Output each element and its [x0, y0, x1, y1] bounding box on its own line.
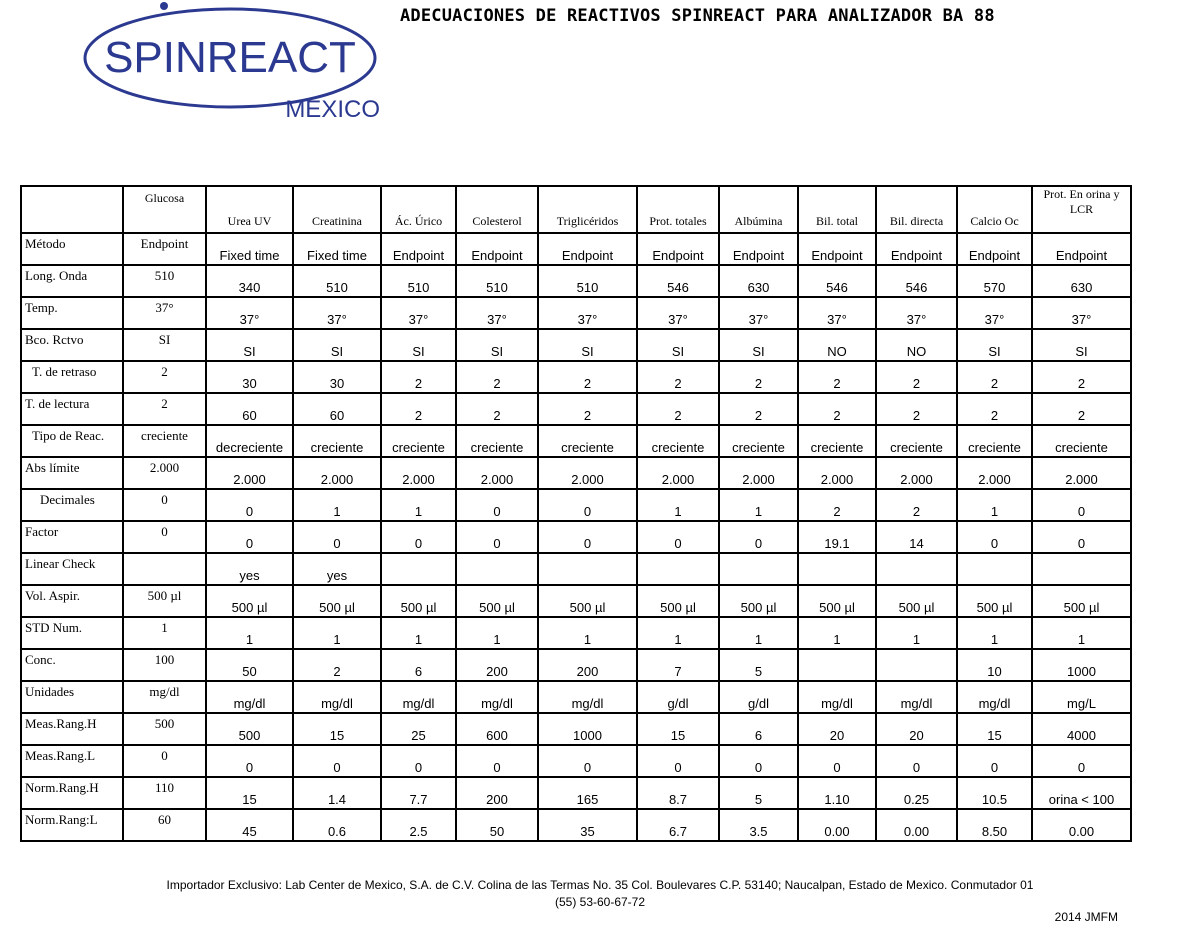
table-cell: 0 [957, 521, 1032, 553]
table-cell: SI [719, 329, 798, 361]
table-cell: 2 [957, 361, 1032, 393]
table-cell: 2 [876, 393, 957, 425]
table-cell: 546 [798, 265, 876, 297]
table-cell: g/dl [637, 681, 719, 713]
table-cell: 500 µl [123, 585, 206, 617]
table-cell: 45 [206, 809, 293, 841]
table-cell: Endpoint [456, 233, 538, 265]
table-cell: 200 [538, 649, 637, 681]
table-row [21, 745, 1131, 777]
table-row [21, 489, 1131, 521]
spinreact-logo-graphic [80, 0, 390, 125]
table-cell: 25 [381, 713, 456, 745]
table-cell [637, 553, 719, 585]
table-cell: 200 [456, 649, 538, 681]
table-cell: 1 [637, 617, 719, 649]
row-label: Método [21, 233, 123, 265]
table-cell: 60 [206, 393, 293, 425]
table-cell: 0 [876, 745, 957, 777]
table-cell [1032, 553, 1131, 585]
table-cell: 2 [123, 393, 206, 425]
table-cell: 3.5 [719, 809, 798, 841]
table-cell: 1 [293, 617, 381, 649]
table-cell: 2 [719, 393, 798, 425]
table-cell: SI [293, 329, 381, 361]
table-cell: 37° [293, 297, 381, 329]
table-cell: 5 [719, 777, 798, 809]
table-cell: Endpoint [957, 233, 1032, 265]
table-cell [538, 553, 637, 585]
table-cell: creciente [381, 425, 456, 457]
table-cell: mg/dl [123, 681, 206, 713]
table-cell: 2 [1032, 393, 1131, 425]
table-cell [798, 553, 876, 585]
table-cell: 50 [206, 649, 293, 681]
table-cell: 100 [123, 649, 206, 681]
table-cell: creciente [876, 425, 957, 457]
column-header: Colesterol [456, 186, 538, 233]
table-cell: 500 µl [381, 585, 456, 617]
table-cell: 10.5 [957, 777, 1032, 809]
table-cell: 0 [123, 521, 206, 553]
table-cell [876, 649, 957, 681]
table-cell: 15 [206, 777, 293, 809]
row-label: STD Num. [21, 617, 123, 649]
table-cell: 6 [381, 649, 456, 681]
table-cell: mg/dl [456, 681, 538, 713]
table-cell: 1 [719, 489, 798, 521]
table-cell: 7 [637, 649, 719, 681]
table-cell: 5 [719, 649, 798, 681]
table-cell: 1 [456, 617, 538, 649]
table-cell: 0 [293, 521, 381, 553]
table-cell: 0.00 [798, 809, 876, 841]
table-row [21, 713, 1131, 745]
table-cell: 2 [798, 489, 876, 521]
table-row [21, 617, 1131, 649]
row-label: Abs límite [21, 457, 123, 489]
footer-line-1: Importador Exclusivo: Lab Center de Mexico, S.A. de C.V. Colina de las Termas No. 35 Col. Boulevares C.P. 53140; Naucalpan, Estado de Mexico. Conmutador 01 [166, 878, 1034, 892]
table-cell: 2 [456, 393, 538, 425]
table-cell: 510 [123, 265, 206, 297]
table-row [21, 329, 1131, 361]
table-cell: mg/dl [381, 681, 456, 713]
table-cell: 0 [637, 745, 719, 777]
table-cell: 1000 [538, 713, 637, 745]
table-cell: 500 µl [538, 585, 637, 617]
table-cell: 2 [1032, 361, 1131, 393]
table-cell: 1 [957, 489, 1032, 521]
table-cell: 500 µl [456, 585, 538, 617]
table-cell: g/dl [719, 681, 798, 713]
table-cell: 30 [293, 361, 381, 393]
table-cell: 1 [538, 617, 637, 649]
table-row [21, 681, 1131, 713]
row-label: Temp. [21, 297, 123, 329]
table-cell: 60 [293, 393, 381, 425]
footer-signature: 2014 JMFM [1054, 910, 1118, 924]
table-cell: 2 [957, 393, 1032, 425]
table-cell: 0 [538, 489, 637, 521]
table-cell: 0 [719, 521, 798, 553]
table-cell: 2.000 [637, 457, 719, 489]
table-cell: SI [1032, 329, 1131, 361]
table-cell: 500 µl [637, 585, 719, 617]
table-cell: 35 [538, 809, 637, 841]
footer-importer-info [60, 877, 1140, 911]
table-cell: 37° [206, 297, 293, 329]
table-cell: decreciente [206, 425, 293, 457]
column-header: Glucosa [123, 186, 206, 233]
table-cell: 2 [876, 489, 957, 521]
table-cell: 8.7 [637, 777, 719, 809]
table-cell: 2.000 [957, 457, 1032, 489]
table-cell: 0.00 [1032, 809, 1131, 841]
table-cell: orina < 100 [1032, 777, 1131, 809]
table-cell: Endpoint [876, 233, 957, 265]
table-cell: 500 [123, 713, 206, 745]
table-cell: creciente [293, 425, 381, 457]
table-cell: mg/dl [957, 681, 1032, 713]
table-cell: 0 [123, 489, 206, 521]
table-cell: 1 [206, 617, 293, 649]
table-cell: mg/dl [798, 681, 876, 713]
table-cell: 510 [293, 265, 381, 297]
table-cell: 510 [381, 265, 456, 297]
table-cell: 340 [206, 265, 293, 297]
table-cell: SI [957, 329, 1032, 361]
table-cell: creciente [957, 425, 1032, 457]
row-label: T. de retraso [21, 361, 123, 393]
table-cell: Endpoint [798, 233, 876, 265]
table-cell: yes [293, 553, 381, 585]
table-cell: 630 [1032, 265, 1131, 297]
table-cell: SI [206, 329, 293, 361]
table-cell: 2 [876, 361, 957, 393]
row-label: Norm.Rang.H [21, 777, 123, 809]
table-cell: 2 [637, 393, 719, 425]
table-cell: 2.000 [206, 457, 293, 489]
table-cell: 1.10 [798, 777, 876, 809]
table-cell: 1 [381, 617, 456, 649]
column-header: Triglicéridos [538, 186, 637, 233]
table-row [21, 297, 1131, 329]
table-cell [381, 553, 456, 585]
table-cell: 15 [293, 713, 381, 745]
column-header: Urea UV [206, 186, 293, 233]
table-cell [957, 553, 1032, 585]
table-cell: 0 [1032, 521, 1131, 553]
table-cell: 15 [957, 713, 1032, 745]
table-cell: 2 [719, 361, 798, 393]
row-label: Conc. [21, 649, 123, 681]
table-cell [456, 553, 538, 585]
table-cell: Fixed time [206, 233, 293, 265]
table-cell: SI [456, 329, 538, 361]
table-cell: 1 [123, 617, 206, 649]
table-cell: 37° [123, 297, 206, 329]
table-cell: 500 µl [206, 585, 293, 617]
table-cell: 0 [637, 521, 719, 553]
table-cell: 60 [123, 809, 206, 841]
table-cell: 0 [206, 745, 293, 777]
table-cell: 2.000 [538, 457, 637, 489]
table-cell: 600 [456, 713, 538, 745]
column-header: Prot. totales [637, 186, 719, 233]
table-cell: 2 [293, 649, 381, 681]
table-cell: 37° [538, 297, 637, 329]
table-cell: 510 [538, 265, 637, 297]
table-cell: creciente [719, 425, 798, 457]
logo-region-text: MEXICO [285, 96, 380, 123]
table-cell: 2 [381, 361, 456, 393]
spinreact-logo [80, 0, 390, 125]
row-label: Unidades [21, 681, 123, 713]
table-cell: 37° [1032, 297, 1131, 329]
table-cell: SI [538, 329, 637, 361]
table-cell: 500 µl [293, 585, 381, 617]
table-cell: creciente [798, 425, 876, 457]
table-cell: 2 [798, 361, 876, 393]
table-cell: 2.000 [1032, 457, 1131, 489]
table-cell: 37° [381, 297, 456, 329]
table-cell: 1 [719, 617, 798, 649]
table-cell: 1 [381, 489, 456, 521]
table-cell: 0 [456, 521, 538, 553]
table-cell: 2.000 [381, 457, 456, 489]
table-cell: 546 [637, 265, 719, 297]
table-cell: 110 [123, 777, 206, 809]
table-cell: 37° [637, 297, 719, 329]
table-cell: 2 [798, 393, 876, 425]
table-cell: 1 [957, 617, 1032, 649]
table-cell: Endpoint [637, 233, 719, 265]
table-cell: 37° [876, 297, 957, 329]
table-cell: creciente [538, 425, 637, 457]
table-cell: Endpoint [719, 233, 798, 265]
table-cell: 6 [719, 713, 798, 745]
column-header: Albúmina [719, 186, 798, 233]
table-cell: 2 [538, 393, 637, 425]
table-cell: 2.000 [123, 457, 206, 489]
table-cell: 1 [798, 617, 876, 649]
table-cell: 630 [719, 265, 798, 297]
footer-line-2: (55) 53-60-67-72 [554, 895, 646, 909]
table-cell: yes [206, 553, 293, 585]
table-cell: 500 [206, 713, 293, 745]
table-cell: 20 [798, 713, 876, 745]
table-row [21, 233, 1131, 265]
row-label: Long. Onda [21, 265, 123, 297]
row-label: Vol. Aspir. [21, 585, 123, 617]
table-row [21, 777, 1131, 809]
table-cell: 37° [719, 297, 798, 329]
table-cell: 500 µl [719, 585, 798, 617]
table-cell: 6.7 [637, 809, 719, 841]
table-cell: 200 [456, 777, 538, 809]
table-cell: 1 [876, 617, 957, 649]
table-cell: 0 [456, 489, 538, 521]
table-cell: NO [798, 329, 876, 361]
table-cell: 2 [538, 361, 637, 393]
table-cell [123, 553, 206, 585]
table-cell: 165 [538, 777, 637, 809]
column-header: Ác. Úrico [381, 186, 456, 233]
table-cell: mg/L [1032, 681, 1131, 713]
table-cell: 0 [381, 521, 456, 553]
table-cell: 0 [538, 521, 637, 553]
table-cell: 0 [381, 745, 456, 777]
table-cell: mg/dl [206, 681, 293, 713]
header-corner-cell [21, 186, 123, 233]
table-cell: 546 [876, 265, 957, 297]
column-header: Bil. total [798, 186, 876, 233]
table-cell: 1 [637, 489, 719, 521]
table-cell: 50 [456, 809, 538, 841]
table-cell: creciente [456, 425, 538, 457]
table-cell: Fixed time [293, 233, 381, 265]
column-header: Calcio Oc [957, 186, 1032, 233]
table-cell: 0 [1032, 745, 1131, 777]
table-cell: 2.000 [456, 457, 538, 489]
table-cell: 2 [381, 393, 456, 425]
table-row [21, 265, 1131, 297]
table-cell: 570 [957, 265, 1032, 297]
table-row [21, 809, 1131, 841]
table-cell: 14 [876, 521, 957, 553]
table-cell: mg/dl [293, 681, 381, 713]
table-cell: 500 µl [957, 585, 1032, 617]
row-label: Linear Check [21, 553, 123, 585]
table-cell: 500 µl [1032, 585, 1131, 617]
table-row [21, 361, 1131, 393]
table-cell: 37° [798, 297, 876, 329]
table-header-row [21, 186, 1131, 233]
table-cell: 2.000 [876, 457, 957, 489]
table-cell: 0 [293, 745, 381, 777]
table-cell: 15 [637, 713, 719, 745]
row-label: Meas.Rang.H [21, 713, 123, 745]
table-cell: 8.50 [957, 809, 1032, 841]
row-label: Factor [21, 521, 123, 553]
table-cell: 7.7 [381, 777, 456, 809]
table-row [21, 425, 1131, 457]
table-cell: 1.4 [293, 777, 381, 809]
table-cell: 0 [206, 521, 293, 553]
table-row [21, 457, 1131, 489]
row-label: Tipo de Reac. [21, 425, 123, 457]
table-row [21, 553, 1131, 585]
table-cell: mg/dl [876, 681, 957, 713]
table-cell: 19.1 [798, 521, 876, 553]
table-cell: creciente [123, 425, 206, 457]
table-cell: 10 [957, 649, 1032, 681]
row-label: Bco. Rctvo [21, 329, 123, 361]
table-cell: 0 [798, 745, 876, 777]
table-cell: 2.000 [798, 457, 876, 489]
table-row [21, 521, 1131, 553]
table-cell: 0 [206, 489, 293, 521]
table-cell: 2 [123, 361, 206, 393]
row-label: Decimales [21, 489, 123, 521]
table-cell: Endpoint [1032, 233, 1131, 265]
table-cell: 0.6 [293, 809, 381, 841]
table-cell: 1000 [1032, 649, 1131, 681]
table-cell: Endpoint [123, 233, 206, 265]
table-cell: SI [637, 329, 719, 361]
reagent-settings-table [20, 185, 1132, 842]
table-cell: 0.00 [876, 809, 957, 841]
table-cell: 0 [719, 745, 798, 777]
column-header: Prot. En orina y LCR [1032, 186, 1131, 233]
table-cell: mg/dl [538, 681, 637, 713]
table-cell: 30 [206, 361, 293, 393]
table-cell: 37° [456, 297, 538, 329]
column-header: Bil. directa [876, 186, 957, 233]
table-cell: SI [381, 329, 456, 361]
table-row [21, 585, 1131, 617]
table-cell: 2.5 [381, 809, 456, 841]
table-cell: 500 µl [798, 585, 876, 617]
logo-brand-text: SPINREACT [104, 33, 356, 82]
table-cell: creciente [637, 425, 719, 457]
table-cell: 2 [456, 361, 538, 393]
table-cell: 510 [456, 265, 538, 297]
column-header: Creatinina [293, 186, 381, 233]
table-cell: Endpoint [538, 233, 637, 265]
row-label: T. de lectura [21, 393, 123, 425]
table-cell: 0 [538, 745, 637, 777]
table-cell: 1 [293, 489, 381, 521]
table-cell: 1 [1032, 617, 1131, 649]
table-cell: SI [123, 329, 206, 361]
table-cell: 500 µl [876, 585, 957, 617]
table-row [21, 649, 1131, 681]
table-cell: 0 [1032, 489, 1131, 521]
table-cell: 37° [957, 297, 1032, 329]
table-cell: 2 [637, 361, 719, 393]
table-cell: 4000 [1032, 713, 1131, 745]
table-cell: 0 [456, 745, 538, 777]
table-body [21, 233, 1131, 841]
table-cell [719, 553, 798, 585]
table-cell: 20 [876, 713, 957, 745]
table-cell: 0 [123, 745, 206, 777]
row-label: Meas.Rang.L [21, 745, 123, 777]
table-row [21, 393, 1131, 425]
table-cell: NO [876, 329, 957, 361]
table-cell: 2.000 [719, 457, 798, 489]
table-cell [798, 649, 876, 681]
table-cell: creciente [1032, 425, 1131, 457]
table-cell: Endpoint [381, 233, 456, 265]
table-cell: 2.000 [293, 457, 381, 489]
document-title: ADECUACIONES DE REACTIVOS SPINREACT PARA ANALIZADOR BA 88 [400, 6, 995, 26]
table-cell: 0.25 [876, 777, 957, 809]
table-cell [876, 553, 957, 585]
row-label: Norm.Rang:L [21, 809, 123, 841]
table-cell: 0 [957, 745, 1032, 777]
